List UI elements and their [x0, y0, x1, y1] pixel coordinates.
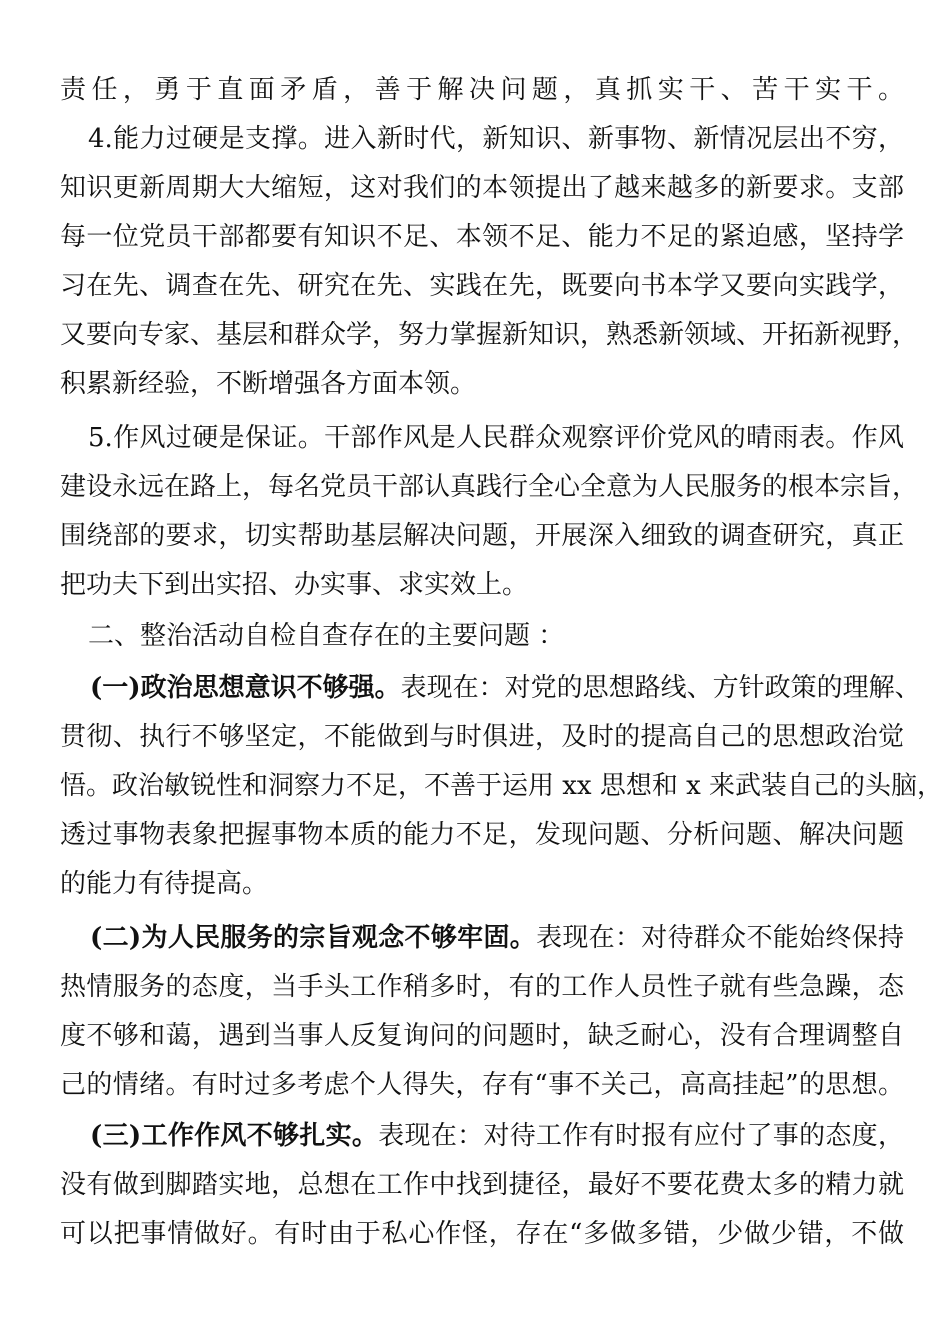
- text-line: 每一位党员干部都要有知识不足、本领不足、能力不足的紧迫感，坚持学: [60, 222, 904, 252]
- text-line: 贯彻、执行不够坚定，不能做到与时俱进，及时的提高自己的思想政治觉: [60, 722, 904, 752]
- text-segment: 表现在：对待工作有时报有应付了事的态度，: [378, 1121, 904, 1151]
- text-line: 悟。政治敏锐性和洞察力不足，不善于运用 xx 思想和 x 来武装自己的头脑，: [60, 771, 944, 801]
- text-line: [90, 668, 921, 708]
- subsection-heading: (二)为人民服务的宗旨观念不够牢固。: [90, 923, 537, 953]
- text-line: 5.作风过硬是保证。干部作风是人民群众观察评价党风的晴雨表。作风: [88, 423, 904, 453]
- subsection-heading: (三)工作作风不够扎实。: [90, 1121, 379, 1151]
- text-segment: 表现在：对党的思想路线、方针政策的理解、: [400, 673, 921, 703]
- text-line: 把功夫下到出实招、办实事、求实效上。: [60, 570, 529, 600]
- text-line: 围绕部的要求，切实帮助基层解决问题，开展深入细致的调查研究，真正: [60, 521, 904, 551]
- text-line: [90, 1116, 904, 1156]
- text-line: 4.能力过硬是支撑。进入新时代，新知识、新事物、新情况层出不穷，: [88, 124, 904, 154]
- text-line: 没有做到脚踏实地，总想在工作中找到捷径，最好不要花费太多的精力就: [60, 1170, 904, 1200]
- text-line: 可以把事情做好。有时由于私心作怪，存在“多做多错，少做少错，不做: [60, 1219, 904, 1249]
- text-line: 又要向专家、基层和群众学，努力掌握新知识，熟悉新领域、开拓新视野，: [60, 320, 919, 350]
- text-line: 习在先、调查在先、研究在先、实践在先，既要向书本学又要向实践学，: [60, 271, 904, 301]
- text-line: 透过事物表象把握事物本质的能力不足，发现问题、分析问题、解决问题: [60, 820, 904, 850]
- text-line: 的能力有待提高。: [60, 869, 269, 899]
- text-line: 度不够和蔼，遇到当事人反复询问的问题时，缺乏耐心，没有合理调整自: [60, 1021, 904, 1051]
- text-line: 积累新经验，不断增强各方面本领。: [60, 369, 477, 399]
- text-line: 建设永远在路上，每名党员干部认真践行全心全意为人民服务的根本宗旨，: [60, 472, 919, 502]
- subsection-heading: (一)政治思想意识不够强。: [90, 673, 401, 703]
- section-heading: 二、整治活动自检自查存在的主要问题 ：: [88, 621, 565, 651]
- text-line: 知识更新周期大大缩短，这对我们的本领提出了越来越多的新要求。支部: [60, 173, 904, 203]
- text-line: 热情服务的态度，当手头工作稍多时，有的工作人员性子就有些急躁，态: [60, 972, 904, 1002]
- text-line: 责任，勇于直面矛盾，善于解决问题，真抓实干、苦干实干。: [60, 75, 904, 105]
- text-line: 己的情绪。有时过多考虑个人得失，存有“事不关己，高高挂起”的思想。: [60, 1070, 904, 1100]
- text-line: [90, 918, 904, 958]
- text-segment: 表现在：对待群众不能始终保持: [536, 923, 904, 953]
